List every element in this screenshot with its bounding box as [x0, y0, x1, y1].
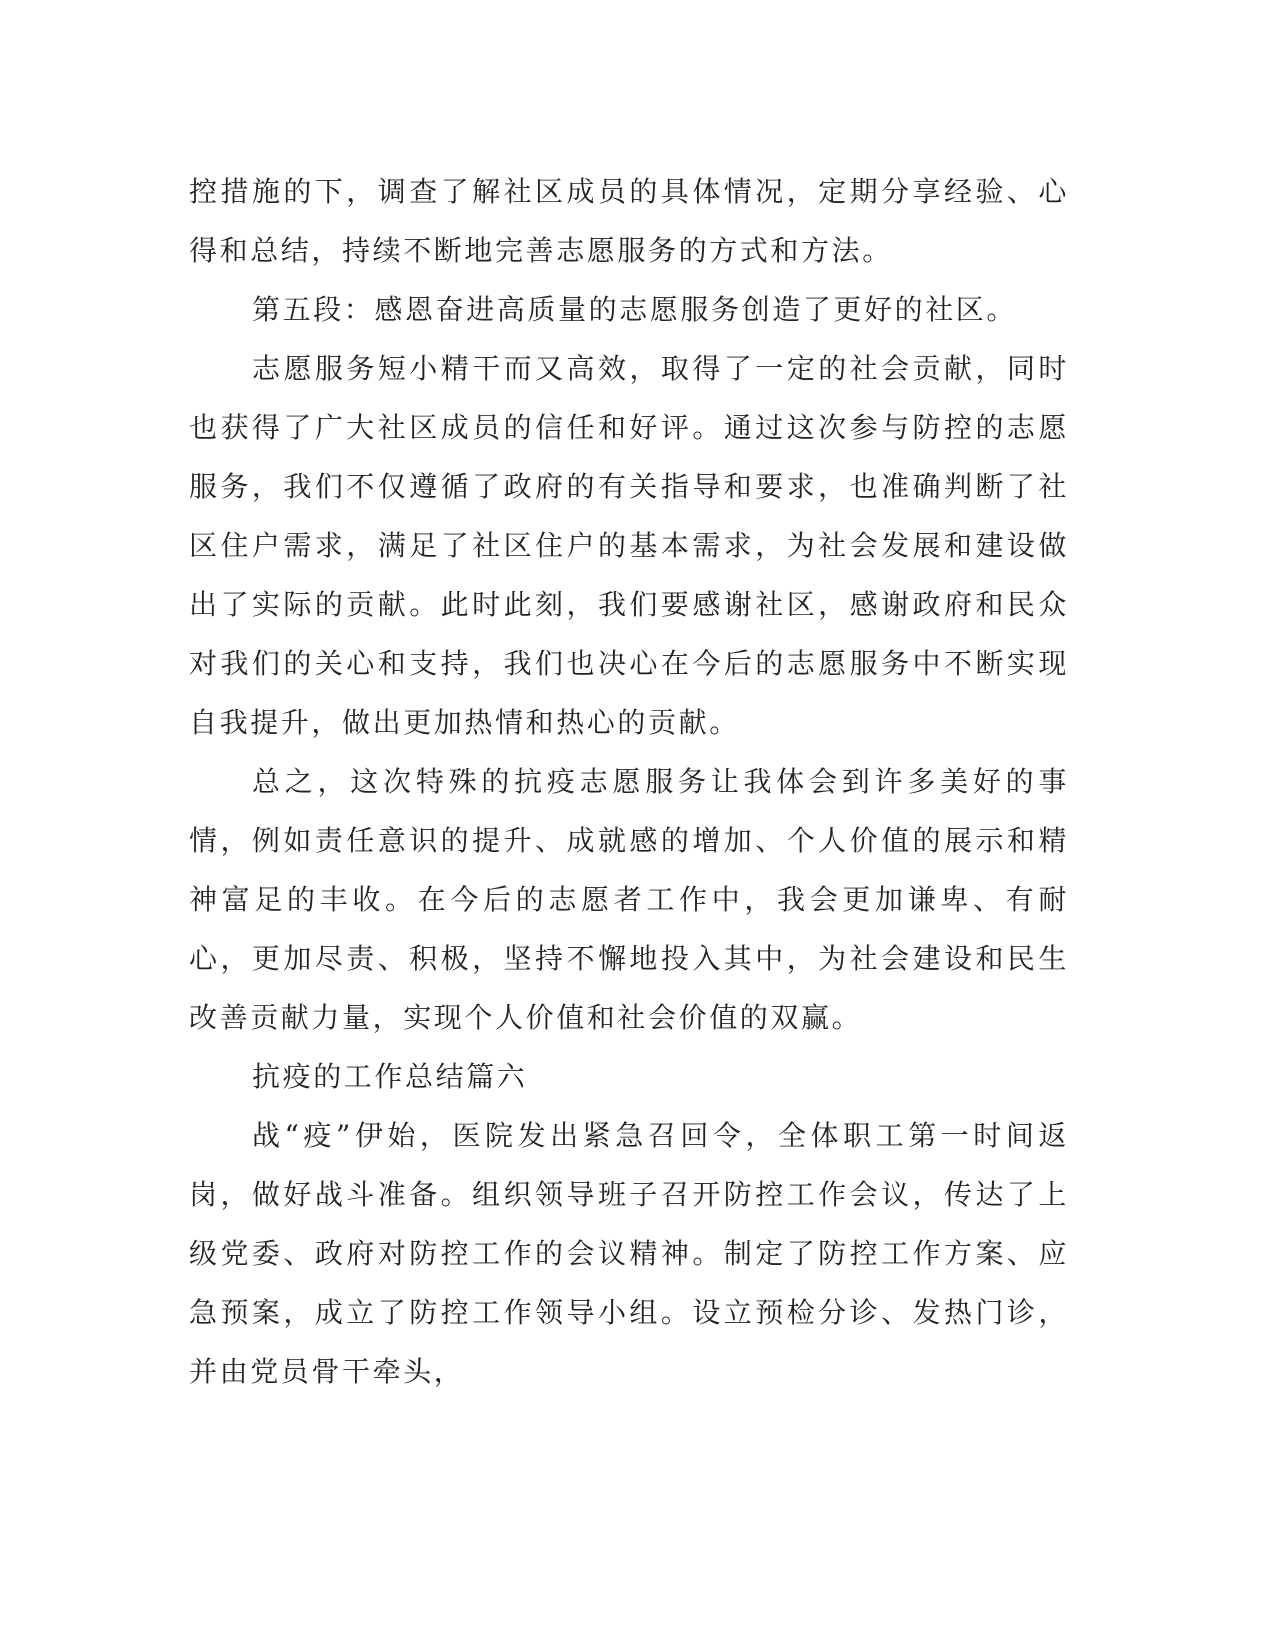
paragraph-conclusion: 总之，这次特殊的抗疫志愿服务让我体会到许多美好的事情，例如责任意识的提升、成就感的增加、个人价值的展示和精神富足的丰收。在今后的志愿者工作中，我会更加谦卑、有耐心，更加尽责、积极，坚持不懈地投入其中，为社会建设和民生改善贡献力量，实现个人价值和社会价值的双赢。 [189, 765, 1069, 1034]
paragraph-continuation: 控措施的下，调查了解社区成员的具体情况，定期分享经验、心得和总结，持续不断地完善志愿服务的方式和方法。 [189, 175, 1069, 267]
paragraph-volunteer-service: 志愿服务短小精干而又高效，取得了一定的社会贡献，同时也获得了广大社区成员的信任和好评。通过这次参与防控的志愿服务，我们不仅遵循了政府的有关指导和要求，也准确判断了社区住户需求，满足了社区住户的基本需求，为社会发展和建设做出了实际的贡献。此时此刻，我们要感谢社区，感谢政府和民众对我们的关心和支持，我们也决心在今后的志愿服务中不断实现自我提升，做出更加热情和热心的贡献。 [189, 352, 1069, 739]
document-body [189, 162, 1069, 1401]
section-title-part-six: 抗疫的工作总结篇六 [252, 1060, 528, 1093]
paragraph-hospital-response: 战“疫”伊始，医院发出紧急召回令，全体职工第一时间返岗，做好战斗准备。组织领导班子召开防控工作会议，传达了上级党委、政府对防控工作的会议精神。制定了防控工作方案、应急预案，成立了防控工作领导小组。设立预检分诊、发热门诊，并由党员骨干牵头， [189, 1119, 1069, 1388]
paragraph-section-five-heading: 第五段：感恩奋进高质量的志愿服务创造了更好的社区。 [252, 293, 1018, 326]
